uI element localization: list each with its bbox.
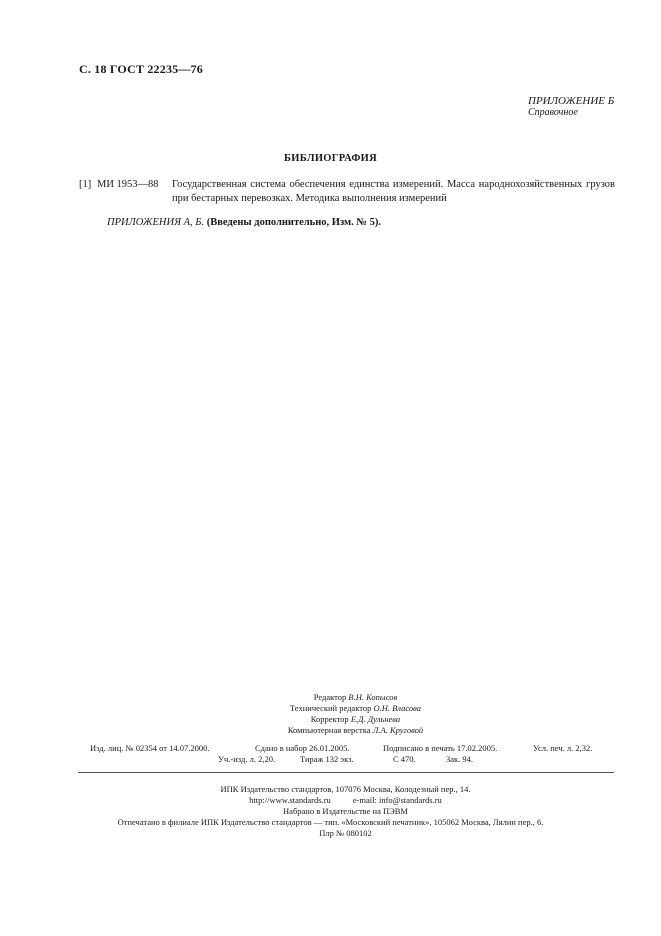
print-info — [90, 743, 630, 765]
page-header: С. 18 ГОСТ 22235—76 — [79, 62, 203, 76]
credit-name: О.Н. Власова — [373, 703, 422, 713]
amendment-note-appendices: ПРИЛОЖЕНИЯ А, Б. — [107, 217, 205, 228]
credit-name: В.Н. Копысов — [348, 692, 398, 702]
publisher-contacts — [0, 795, 661, 806]
publisher-email: e-mail: info@standards.ru — [352, 795, 442, 805]
credit-label: Технический редактор — [289, 703, 372, 713]
plr-number: Плр № 080102 — [319, 828, 372, 838]
amendment-note-text: (Введены дополнительно, Изм. № 5). — [206, 217, 381, 228]
circulation: Тираж 132 экз. — [300, 754, 354, 764]
typeset-info: Набрано в Издательстве на ПЭВМ — [283, 806, 408, 816]
credit-name: Л.А. Круговой — [372, 725, 424, 735]
appendix-title: ПРИЛОЖЕНИЕ Б — [528, 95, 615, 107]
divider-line — [78, 772, 614, 773]
appendix-subtitle: Справочное — [528, 107, 578, 118]
print-info-line — [90, 754, 630, 765]
section-title: БИБЛИОГРАФИЯ — [284, 153, 377, 164]
print-info-line — [90, 743, 630, 754]
credit-layout — [0, 725, 661, 736]
publishing-sheets: Уч.-изд. л. 2,20. — [218, 754, 276, 764]
bibliography-number: [1] — [79, 179, 92, 190]
signed-date: Подписано в печать 17.02.2005. — [383, 743, 498, 753]
credit-corrector — [0, 714, 661, 725]
license-info: Изд. лиц. № 02354 от 14.07.2000. — [90, 743, 210, 753]
credits-block — [0, 692, 661, 736]
order-c: С 470. — [393, 754, 416, 764]
credit-label: Редактор — [313, 692, 347, 702]
appendix-heading — [528, 95, 614, 119]
bibliography-code: МИ 1953—88 — [97, 179, 159, 190]
printed-sheets: Усл. печ. л. 2,32. — [533, 743, 593, 753]
credit-editor — [0, 692, 661, 703]
credit-tech-editor — [0, 703, 661, 714]
credit-label: Компьютерная верстка — [287, 725, 371, 735]
bibliography-description: Государственная система обеспечения единства измерений. Масса народнохозяйственных грузов при бестарных перевозках. Методика выполнения измерений — [172, 179, 615, 204]
credit-label: Корректор — [310, 714, 349, 724]
publisher-address: ИПК Издательство стандартов, 107076 Москва, Колодезный пер., 14. — [220, 784, 471, 794]
printing-house: Отпечатано в филиале ИПК Издательство стандартов — тип. «Московский печатник», 105062 Москва, Лялин пер., 6. — [117, 817, 544, 827]
typeset-date: Сдано в набор 26.01.2005. — [255, 743, 350, 753]
amendment-note — [107, 217, 381, 228]
order-number: Зак. 94. — [446, 754, 474, 764]
credit-name: Е.Д. Дульнева — [350, 714, 401, 724]
publisher-website: http://www.standards.ru — [249, 795, 331, 805]
publisher-block — [0, 784, 661, 839]
